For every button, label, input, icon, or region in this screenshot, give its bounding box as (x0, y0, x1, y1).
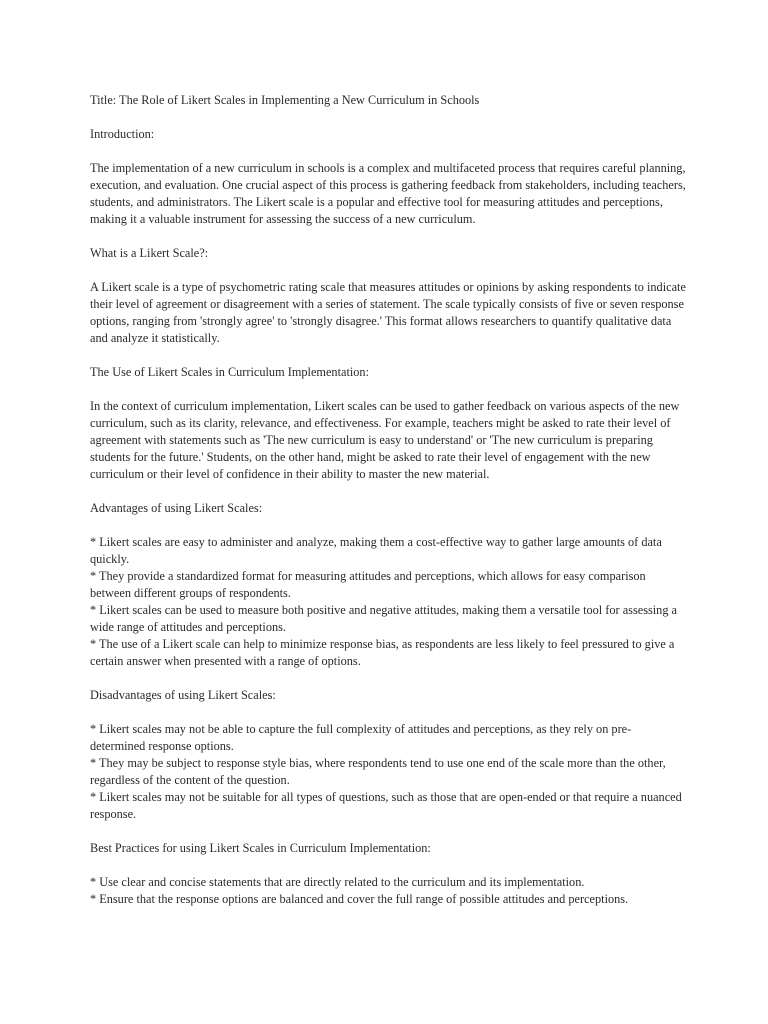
disadvantages-heading: Disadvantages of using Likert Scales: (90, 688, 276, 702)
document-page (90, 92, 686, 925)
intro-heading: Introduction: (90, 127, 155, 141)
list-item: * Likert scales are easy to administer and analyze, making them a cost-effective way to gather large amounts of data quickly. (90, 535, 662, 566)
intro-paragraph: The implementation of a new curriculum in schools is a complex and multifaceted process that requires careful planning, execution, and evaluation. One crucial aspect of this process is gathering feedback from stakeholders, including teachers, students, and administrators. The Likert scale is a popular and effective tool for measuring attitudes and perceptions, making it a valuable instrument for assessing the success of a new curriculum. (90, 161, 686, 226)
best-practices-heading: Best Practices for using Likert Scales in Curriculum Implementation: (90, 841, 431, 855)
list-item: * Likert scales can be used to measure both positive and negative attitudes, making them a versatile tool for assessing a wide range of attitudes and perceptions. (90, 603, 678, 634)
list-item: * Ensure that the response options are balanced and cover the full range of possible attitudes and perceptions. (90, 892, 629, 906)
advantages-heading: Advantages of using Likert Scales: (90, 501, 263, 515)
list-item: * Use clear and concise statements that are directly related to the curriculum and its implementation. (90, 875, 585, 889)
list-item: * Likert scales may not be able to capture the full complexity of attitudes and perceptions, as they rely on pre-determined response options. (90, 722, 632, 753)
use-paragraph: In the context of curriculum implementation, Likert scales can be used to gather feedback on various aspects of the new curriculum, such as its clarity, relevance, and effectiveness. For example, teachers might be asked to rate their level of agreement with statements such as 'The new curriculum is easy to understand' or 'The new curriculum is preparing students for the future.' Students, on the other hand, might be asked to rate their level of engagement with the new curriculum or their level of confidence in their ability to master the new material. (90, 399, 680, 481)
what-heading: What is a Likert Scale?: (90, 246, 209, 260)
what-paragraph: A Likert scale is a type of psychometric rating scale that measures attitudes or opinions by asking respondents to indicate their level of agreement or disagreement with a series of statement. The scale typically consists of five or seven response options, ranging from 'strongly agree' to 'strongly disagree.' This format allows researchers to quantify qualitative data and analyze it statistically. (90, 280, 686, 345)
advantages-list (90, 534, 686, 670)
disadvantages-list (90, 721, 686, 823)
use-heading: The Use of Likert Scales in Curriculum Implementation: (90, 365, 369, 379)
best-practices-list (90, 874, 686, 908)
list-item: * Likert scales may not be suitable for all types of questions, such as those that are open-ended or that require a nuanced response. (90, 790, 682, 821)
list-item: * They may be subject to response style bias, where respondents tend to use one end of the scale more than the other, regardless of the content of the question. (90, 756, 666, 787)
list-item: * They provide a standardized format for measuring attitudes and perceptions, which allows for easy comparison between different groups of respondents. (90, 569, 646, 600)
list-item: * The use of a Likert scale can help to minimize response bias, as respondents are less likely to feel pressured to give a certain answer when presented with a range of options. (90, 637, 675, 668)
document-title: Title: The Role of Likert Scales in Implementing a New Curriculum in Schools (90, 93, 480, 107)
